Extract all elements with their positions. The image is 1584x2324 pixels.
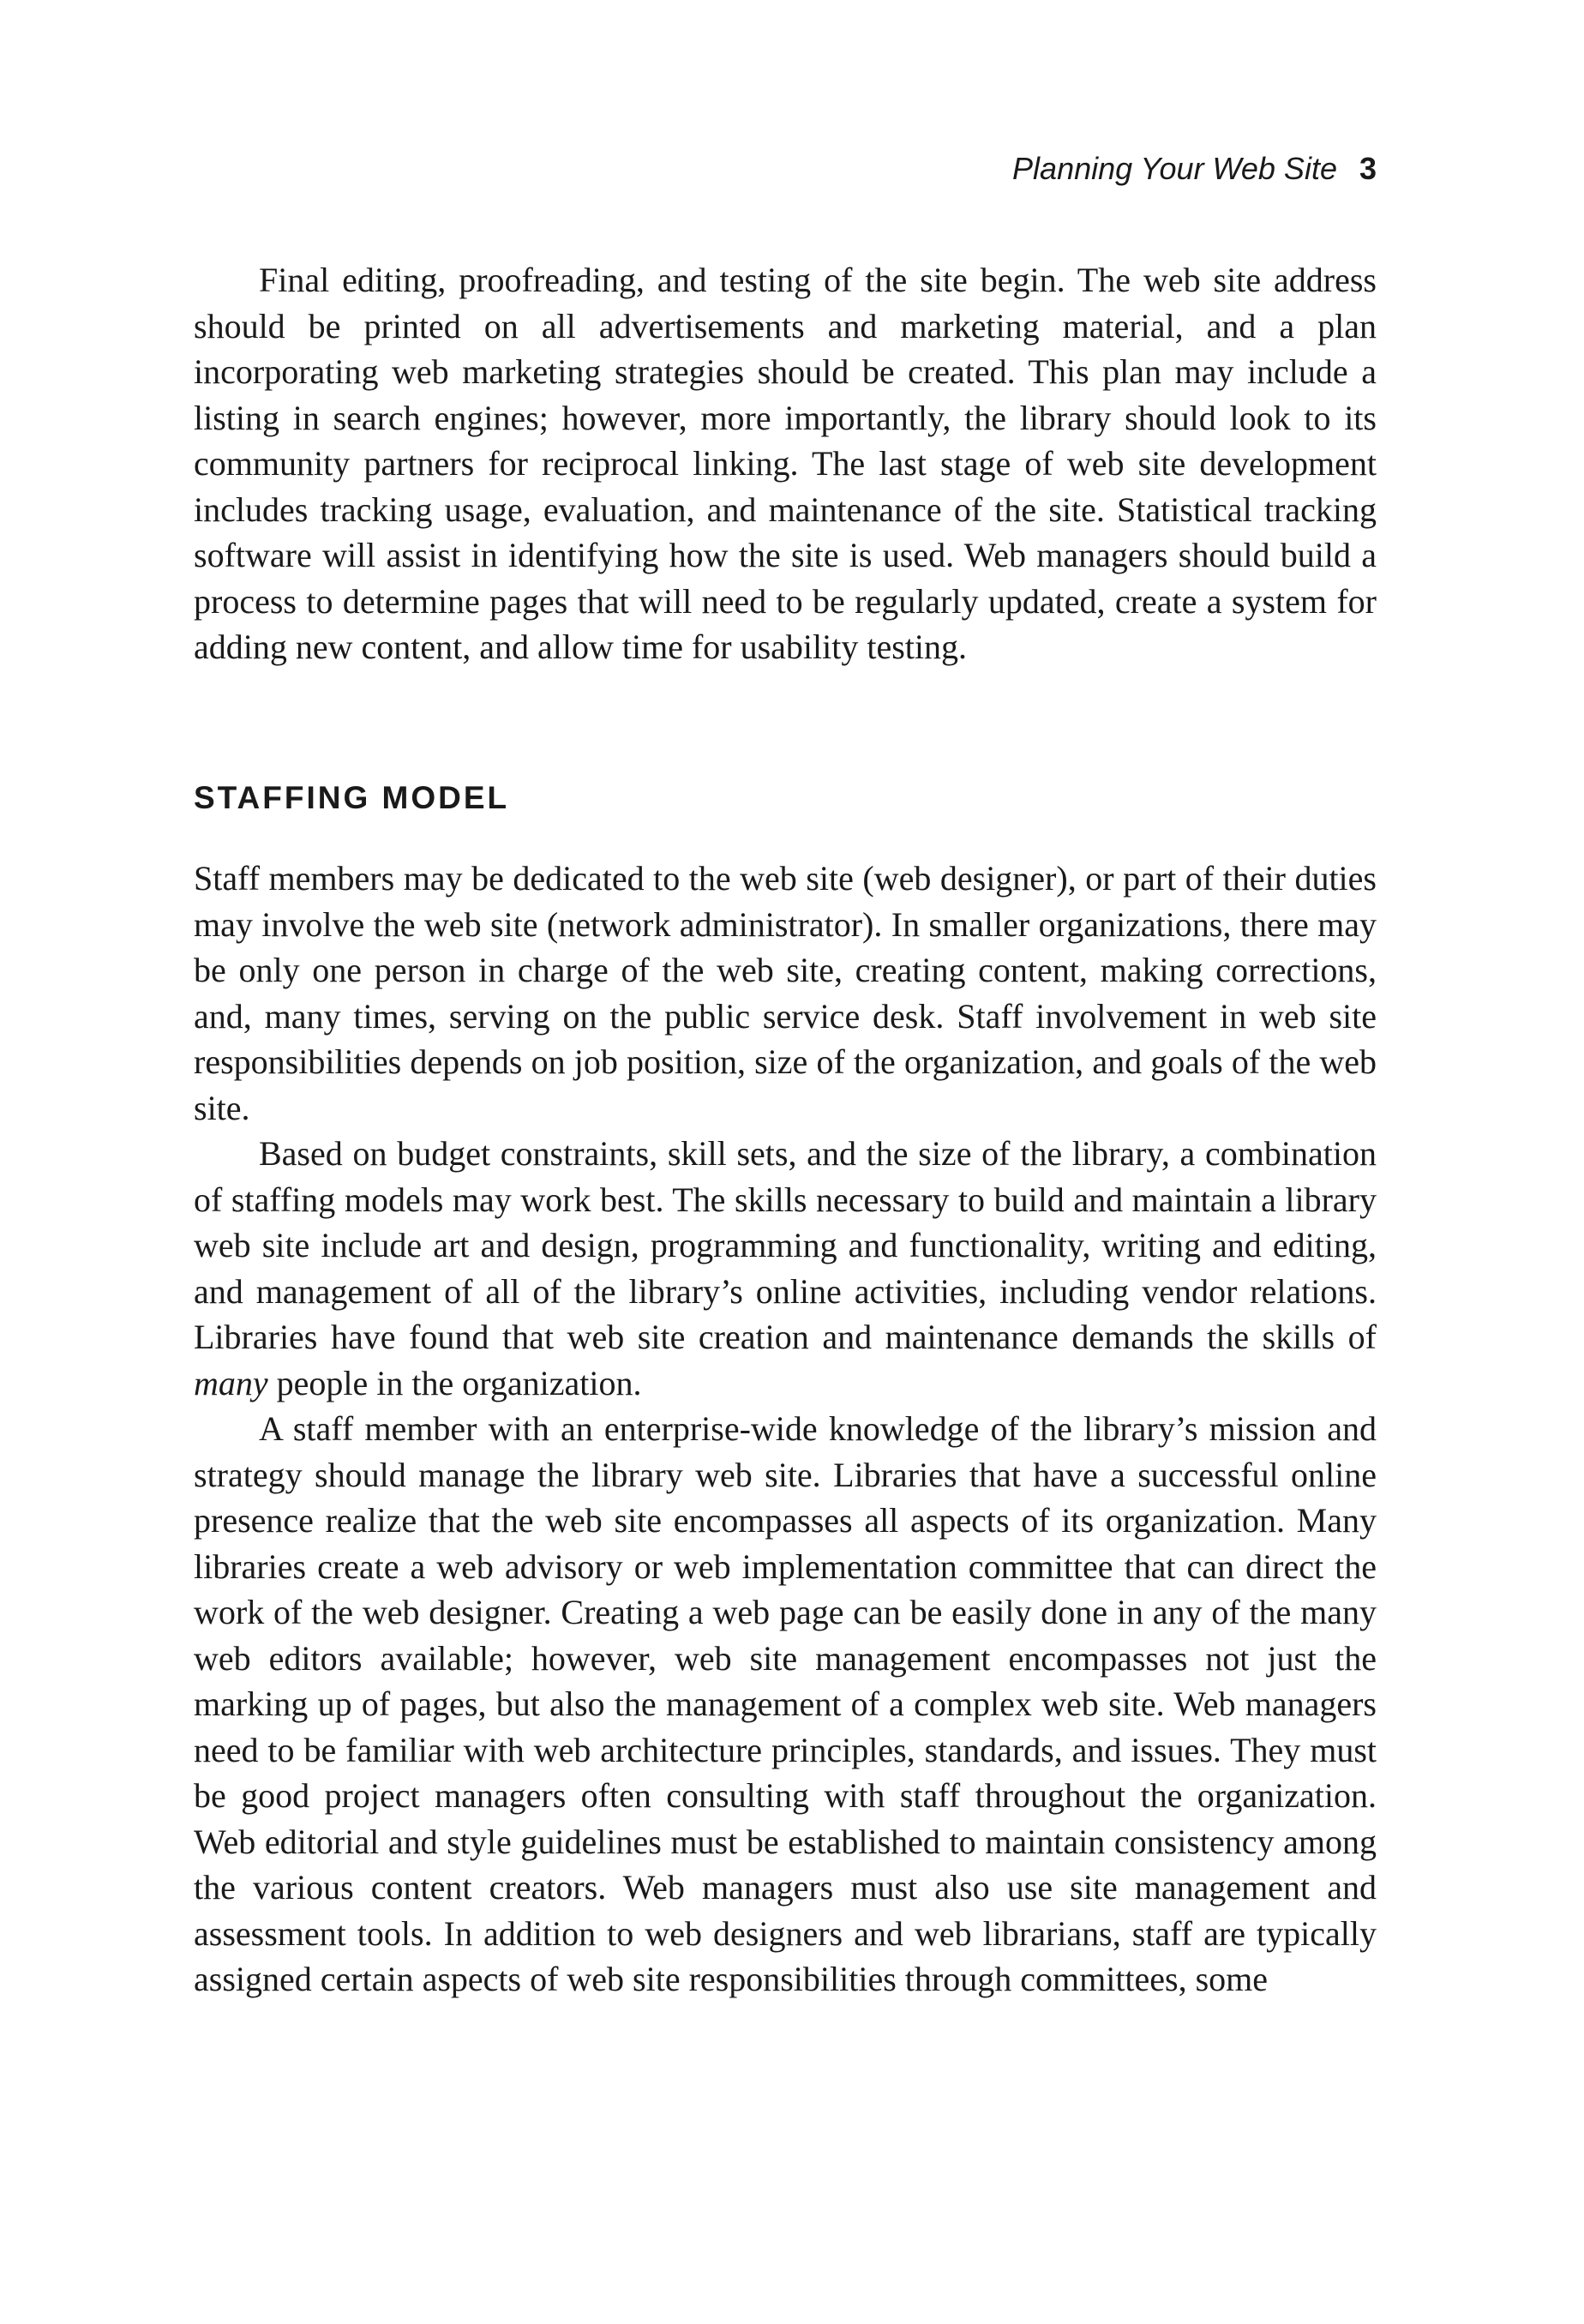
running-title: Planning Your Web Site bbox=[1012, 151, 1337, 186]
paragraph-2-text-b: people in the organization. bbox=[267, 1363, 642, 1402]
section-paragraph-2 bbox=[194, 1131, 1377, 1406]
section-body bbox=[194, 856, 1377, 2003]
page-number: 3 bbox=[1359, 151, 1377, 186]
intro-paragraph: Final editing, proofreading, and testing of the site begin. The web site address should be printed on all advertisements and marketing material, and a plan incorporating web marketing strategies should be created. This plan may include a listing in search engines; however, more importantly, the library should look to its community partners for reciprocal linking. The last stage of web site development includes tracking usage, evaluation, and maintenance of the site. Statistical tracking software will assist in identifying how the site is used. Web managers should build a process to determine pages that will need to be regularly updated, create a system for adding new content, and allow time for usability testing. bbox=[194, 261, 1377, 666]
emphasis-many: many bbox=[194, 1363, 268, 1402]
section-paragraph-1: Staff members may be dedicated to the web site (web designer), or part of their duties may involve the web site (network administrator). In smaller organizations, there may be only one person in charge of the web site, creating content, making corrections, and, many times, serving on the public service desk. Staff involvement in web site responsibilities depends on job position, size of the organization, and goals of the web site. bbox=[194, 859, 1377, 1127]
running-head bbox=[1012, 151, 1377, 187]
section-heading: STAFFING MODEL bbox=[194, 780, 510, 815]
section-paragraph-3: A staff member with an enterprise-wide knowledge of the library’s mission and strategy should manage the library web site. Libraries that have a successful online presence realize that the web site encompasses all aspects of its organization. Many libraries create a web advisory or web implementation committee that can direct the work of the web designer. Creating a web page can be easily done in any of the many web editors available; however, web site management encompasses not just the marking up of pages, but also the management of a complex web site. Web managers need to be familiar with web architecture principles, standards, and issues. They must be good project managers often consulting with staff throughout the organization. Web editorial and style guidelines must be established to maintain consistency among the various content creators. Web managers must also use site management and assessment tools. In addition to web designers and web librarians, staff are typically assigned certain aspects of web site responsibilities through committees, some bbox=[194, 1409, 1377, 1998]
paragraph-2-text-a: Based on budget constraints, skill sets, and the size of the library, a combination of staffing models may work best. The skills necessary to build and maintain a library web site include art and design, programming and functionality, writing and editing, and management of all of the library’s online activities, including vendor relations. Libraries have found that web site creation and maintenance demands the skills of bbox=[194, 1134, 1377, 1356]
